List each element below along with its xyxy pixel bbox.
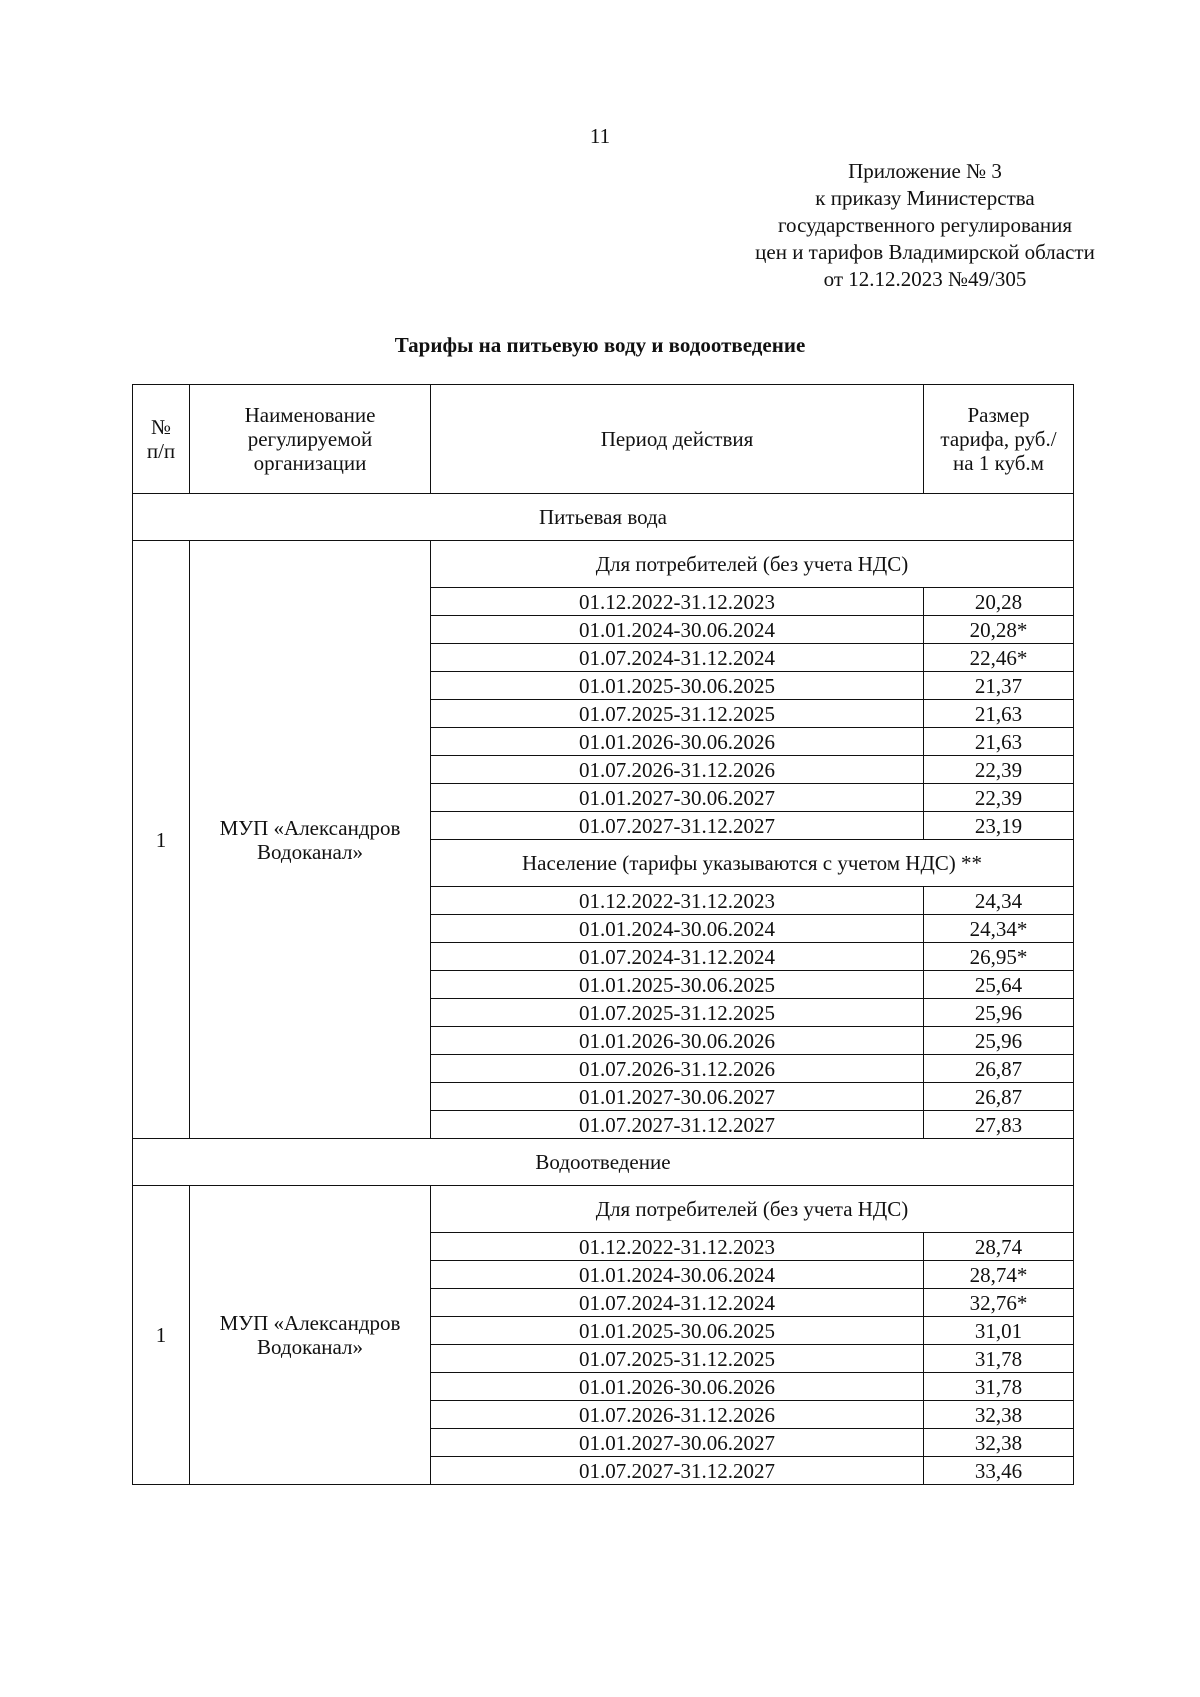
header-tariff-size: Размер тарифа, руб./на 1 куб.м	[924, 385, 1074, 494]
appendix-line: к приказу Министерства	[815, 186, 1035, 210]
row-number: 1	[133, 1186, 190, 1485]
table-header-row	[133, 385, 1074, 494]
period-cell: 01.07.2026-31.12.2026	[431, 1401, 924, 1429]
period-cell: 01.07.2025-31.12.2025	[431, 999, 924, 1027]
period-cell: 01.01.2025-30.06.2025	[431, 971, 924, 999]
tariff-value-cell: 25,64	[924, 971, 1074, 999]
tariff-value-cell: 27,83	[924, 1111, 1074, 1139]
period-cell: 01.07.2025-31.12.2025	[431, 700, 924, 728]
period-cell: 01.12.2022-31.12.2023	[431, 1233, 924, 1261]
tariff-value-cell: 22,39	[924, 756, 1074, 784]
period-cell: 01.01.2025-30.06.2025	[431, 672, 924, 700]
appendix-line: цен и тарифов Владимирской области	[755, 240, 1095, 264]
tariff-value-cell: 31,01	[924, 1317, 1074, 1345]
tariff-table	[132, 384, 1074, 1485]
tariff-value-cell: 22,39	[924, 784, 1074, 812]
period-cell: 01.01.2026-30.06.2026	[431, 1373, 924, 1401]
tariff-value-cell: 31,78	[924, 1373, 1074, 1401]
section-title: Питьевая вода	[133, 494, 1074, 541]
period-cell: 01.01.2024-30.06.2024	[431, 915, 924, 943]
appendix-line: Приложение № 3	[848, 159, 1002, 183]
period-cell: 01.01.2026-30.06.2026	[431, 728, 924, 756]
period-cell: 01.07.2026-31.12.2026	[431, 1055, 924, 1083]
tariff-value-cell: 21,63	[924, 728, 1074, 756]
group-label: Для потребителей (без учета НДС)	[431, 1186, 1074, 1233]
header-period: Период действия	[431, 385, 924, 494]
period-cell: 01.07.2027-31.12.2027	[431, 1457, 924, 1485]
period-cell: 01.07.2024-31.12.2024	[431, 1289, 924, 1317]
tariff-value-cell: 28,74*	[924, 1261, 1074, 1289]
tariff-value-cell: 23,19	[924, 812, 1074, 840]
tariff-value-cell: 24,34*	[924, 915, 1074, 943]
tariff-value-cell: 21,37	[924, 672, 1074, 700]
tariff-value-cell: 32,38	[924, 1401, 1074, 1429]
tariff-value-cell: 25,96	[924, 999, 1074, 1027]
group-label: Для потребителей (без учета НДС)	[431, 541, 1074, 588]
group-row	[133, 541, 1074, 588]
period-cell: 01.01.2027-30.06.2027	[431, 1083, 924, 1111]
appendix-block	[690, 158, 1160, 293]
period-cell: 01.07.2024-31.12.2024	[431, 943, 924, 971]
row-number: 1	[133, 541, 190, 1139]
header-organization: Наименование регулируемой организации	[190, 385, 431, 494]
tariff-value-cell: 26,87	[924, 1055, 1074, 1083]
appendix-line: от 12.12.2023 №49/305	[823, 267, 1027, 291]
period-cell: 01.01.2024-30.06.2024	[431, 616, 924, 644]
document-title: Тарифы на питьевую воду и водоотведение	[394, 333, 806, 357]
group-row	[133, 1186, 1074, 1233]
organization-name: МУП «Александров Водоканал»	[190, 1186, 431, 1485]
organization-name: МУП «Александров Водоканал»	[190, 541, 431, 1139]
period-cell: 01.07.2024-31.12.2024	[431, 644, 924, 672]
period-cell: 01.01.2027-30.06.2027	[431, 784, 924, 812]
tariff-value-cell: 20,28*	[924, 616, 1074, 644]
group-label: Население (тарифы указываются с учетом НДС) **	[431, 840, 1074, 887]
section-title: Водоотведение	[133, 1139, 1074, 1186]
section-row	[133, 494, 1074, 541]
period-cell: 01.01.2024-30.06.2024	[431, 1261, 924, 1289]
period-cell: 01.07.2027-31.12.2027	[431, 1111, 924, 1139]
period-cell: 01.12.2022-31.12.2023	[431, 887, 924, 915]
section-row	[133, 1139, 1074, 1186]
tariff-value-cell: 20,28	[924, 588, 1074, 616]
tariff-value-cell: 24,34	[924, 887, 1074, 915]
period-cell: 01.07.2026-31.12.2026	[431, 756, 924, 784]
header-number: № п/п	[133, 385, 190, 494]
period-cell: 01.01.2027-30.06.2027	[431, 1429, 924, 1457]
tariff-value-cell: 32,38	[924, 1429, 1074, 1457]
tariff-value-cell: 32,76*	[924, 1289, 1074, 1317]
period-cell: 01.07.2027-31.12.2027	[431, 812, 924, 840]
tariff-value-cell: 28,74	[924, 1233, 1074, 1261]
period-cell: 01.07.2025-31.12.2025	[431, 1345, 924, 1373]
page-number: 11	[589, 124, 611, 148]
tariff-value-cell: 26,87	[924, 1083, 1074, 1111]
tariff-value-cell: 26,95*	[924, 943, 1074, 971]
tariff-value-cell: 25,96	[924, 1027, 1074, 1055]
tariff-value-cell: 33,46	[924, 1457, 1074, 1485]
period-cell: 01.01.2025-30.06.2025	[431, 1317, 924, 1345]
tariff-value-cell: 21,63	[924, 700, 1074, 728]
tariff-value-cell: 22,46*	[924, 644, 1074, 672]
period-cell: 01.01.2026-30.06.2026	[431, 1027, 924, 1055]
period-cell: 01.12.2022-31.12.2023	[431, 588, 924, 616]
tariff-value-cell: 31,78	[924, 1345, 1074, 1373]
appendix-line: государственного регулирования	[777, 213, 1073, 237]
